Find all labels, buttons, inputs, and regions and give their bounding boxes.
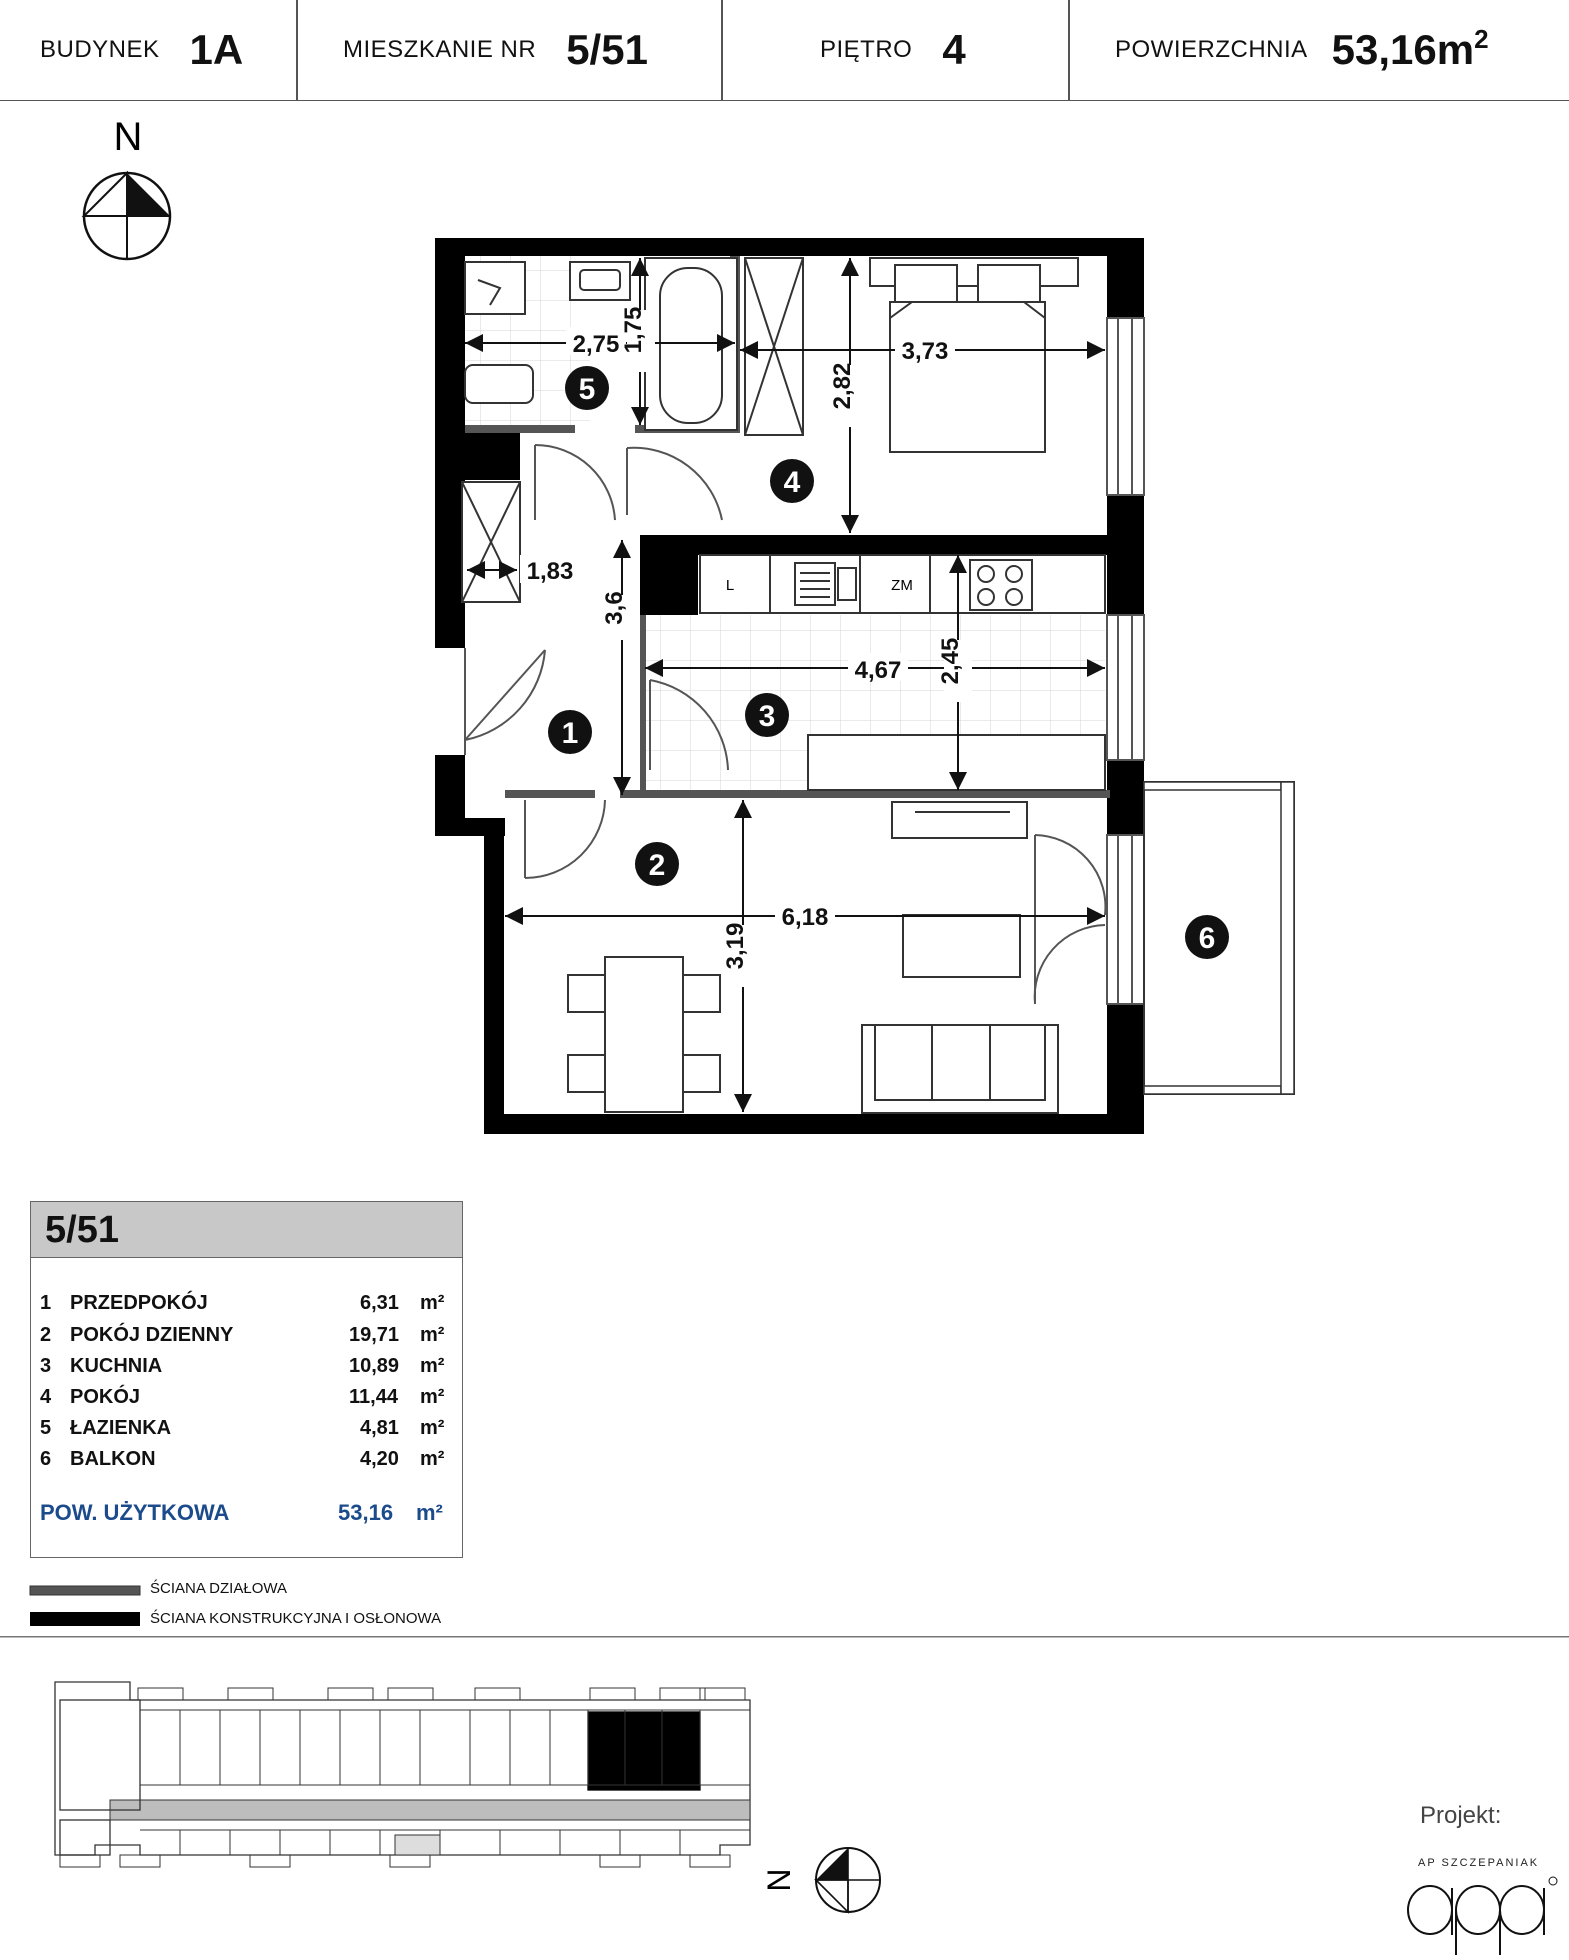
room-badge-6 xyxy=(1185,915,1229,959)
keyplan-north-label: N xyxy=(761,1868,797,1892)
dim-living-width: 6,18 xyxy=(781,904,829,931)
dishwasher-label: ZM xyxy=(891,577,913,594)
room-badge-label: 3 xyxy=(758,700,776,733)
dim-hall-depth: 3,6 xyxy=(601,591,628,625)
room-name: POKÓJ DZIENNY xyxy=(70,1324,234,1346)
room-unit: m² xyxy=(420,1417,445,1439)
architect-name: AP SZCZEPANIAK xyxy=(1418,1857,1540,1869)
room-name: POKÓJ xyxy=(70,1386,141,1408)
kitchen-sink-icon xyxy=(795,563,835,605)
room-badge-label: 2 xyxy=(648,849,666,882)
room-number: 5 xyxy=(40,1417,52,1439)
chair-icon xyxy=(683,975,720,1012)
room-badge-3 xyxy=(745,693,789,737)
dim-hall-width: 1,83 xyxy=(526,558,574,585)
key-plan xyxy=(55,1682,750,1867)
coffee-table xyxy=(903,915,1020,977)
legend-structural-label: ŚCIANA KONSTRUKCYJNA I OSŁONOWA xyxy=(150,1610,442,1627)
chair-icon xyxy=(568,975,605,1012)
compass-icon xyxy=(84,173,170,259)
room-name: BALKON xyxy=(70,1448,156,1470)
summary-title: 5/51 xyxy=(31,1202,462,1258)
room-badge-5 xyxy=(565,366,609,410)
room-area: 11,44 xyxy=(349,1386,398,1408)
entry-door xyxy=(465,648,545,755)
toilet-icon xyxy=(465,365,533,403)
dim-kitchen-depth: 2,45 xyxy=(937,637,964,685)
tv-cabinet xyxy=(892,802,1027,838)
total-area-unit: m² xyxy=(416,1500,443,1525)
room-area: 19,71 xyxy=(349,1324,400,1346)
apartment-value: 5/51 xyxy=(566,26,648,73)
room-area: 4,81 xyxy=(360,1417,399,1439)
room-number: 1 xyxy=(40,1292,52,1314)
room-summary-table xyxy=(30,1201,463,1558)
floor-value: 4 xyxy=(942,26,966,73)
area-sup: 2 xyxy=(1474,24,1489,54)
room-number: 3 xyxy=(40,1355,52,1377)
room-badge-4 xyxy=(770,459,814,503)
room-unit: m² xyxy=(420,1386,445,1408)
room-badge-2 xyxy=(635,842,679,886)
divider xyxy=(0,1636,1569,1638)
room-badge-label: 4 xyxy=(783,466,801,499)
windows xyxy=(1107,318,1144,1004)
room-unit: m² xyxy=(420,1292,445,1314)
keyplan-compass xyxy=(761,1848,880,1912)
dim-bath-width: 2,75 xyxy=(572,331,620,358)
dim-bath-depth: 1,75 xyxy=(620,306,647,354)
washing-machine-icon xyxy=(465,262,525,314)
dim-bedroom-width: 3,73 xyxy=(901,338,949,365)
area-number: 53,16m xyxy=(1331,26,1475,73)
table-row xyxy=(40,1355,450,1383)
building-label: BUDYNEK xyxy=(40,36,160,63)
area-label: POWIERZCHNIA xyxy=(1115,36,1308,63)
room-name: PRZEDPOKÓJ xyxy=(70,1292,208,1314)
table-row xyxy=(40,1448,450,1476)
legend-partition-swatch xyxy=(30,1586,140,1595)
table-row xyxy=(40,1386,450,1414)
wardrobe-icon xyxy=(462,482,520,602)
compass-icon xyxy=(816,1848,880,1912)
room-badge-label: 6 xyxy=(1198,922,1216,955)
table-row xyxy=(40,1324,450,1352)
room-badge-label: 5 xyxy=(578,373,596,406)
room-unit: m² xyxy=(420,1448,445,1470)
table-row xyxy=(40,1292,450,1320)
legend-structural-swatch xyxy=(30,1612,140,1626)
fridge-label: L xyxy=(725,577,735,594)
projekt-label: Projekt: xyxy=(1420,1802,1502,1829)
chair-icon xyxy=(683,1055,720,1092)
room-unit: m² xyxy=(420,1355,445,1377)
building-value: 1A xyxy=(189,26,244,73)
room-badge-label: 1 xyxy=(561,717,579,750)
chair-icon xyxy=(568,1055,605,1092)
total-area-label: POW. UŻYTKOWA xyxy=(40,1500,230,1525)
architect-logo-icon xyxy=(1408,1877,1557,1955)
kitchen-island xyxy=(808,735,1105,790)
compass-north-label: N xyxy=(113,115,143,159)
table-row xyxy=(40,1417,450,1445)
room-number: 4 xyxy=(40,1386,52,1408)
legend-partition-label: ŚCIANA DZIAŁOWA xyxy=(150,1580,287,1597)
apartment-label: MIESZKANIE NR xyxy=(343,36,537,63)
floor-label: PIĘTRO xyxy=(820,36,913,63)
room-number: 2 xyxy=(40,1324,52,1346)
dining-table xyxy=(605,957,683,1112)
room-badge-1 xyxy=(548,710,592,754)
dim-bedroom-depth: 2,82 xyxy=(829,362,856,410)
dim-kitchen-width: 4,67 xyxy=(854,657,902,684)
room-area: 6,31 xyxy=(360,1292,399,1314)
room-number: 6 xyxy=(40,1448,52,1470)
room-name: KUCHNIA xyxy=(70,1355,163,1377)
room-area: 10,89 xyxy=(349,1355,400,1377)
room-unit: m² xyxy=(420,1324,445,1346)
room-area: 4,20 xyxy=(360,1448,399,1470)
compass-rose xyxy=(84,115,170,259)
total-area-row xyxy=(40,1500,450,1530)
dim-living-depth: 3,19 xyxy=(722,922,749,970)
room-name: ŁAZIENKA xyxy=(70,1417,172,1439)
total-area-value: 53,16 xyxy=(338,1500,394,1525)
